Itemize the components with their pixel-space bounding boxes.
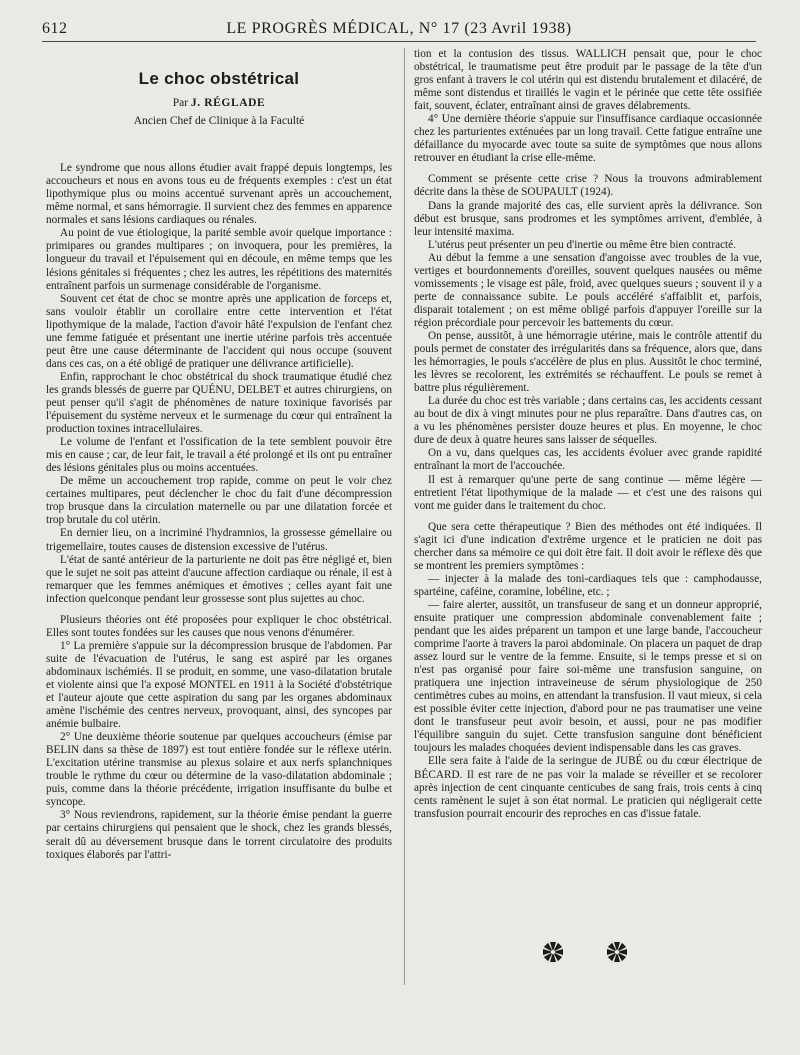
byline bbox=[46, 97, 392, 110]
paragraph-uterus: L'utérus peut présenter un peu d'inertie ou même être bien contracté. bbox=[428, 238, 736, 251]
author-affiliation: Ancien Chef de Clinique à la Faculté bbox=[133, 115, 305, 128]
asterism-right-icon bbox=[607, 942, 627, 962]
paragraph-health-state: L'état de santé antérieur de la parturiente ne doit pas être négligé et, bien que le sujet ne soit pas atteint d'aucune affection cardiaque ou rénale, il est à remarquer que les femmes anémiques et émotives ; celles ayant fait une infection quelconque pendant leur grossesse sont plus sujettes au choc. bbox=[46, 553, 392, 605]
paragraph-therapy: Que sera cette thérapeutique ? Bien des méthodes ont été indiquées. Il s'agit ici d'une indication d'extrême urgence et le praticien ne doit pas chercher dans sa mémoire ce qui doit être fait. Il doit avoir le réflexe dès que se montrent les premiers symptômes : bbox=[414, 520, 762, 572]
paragraph-theory-3-cont: tion et la contusion des tissus. WALLICH pensait que, pour le choc obstétrical, le traumatisme peut être produit par le passage de la tête d'un gros enfant à travers le col utérin qui est distendu brutalement et dilacéré, de même sont distendus et tiraillés le vagin et le périnée que cette tête ossifiée fait, souvent, éclater, entraînant ainsi de graves délabrements. bbox=[414, 48, 762, 113]
paragraph-tonicardiac: — injecter à la malade des toni-cardiaques tels que : camphodausse, spartéine, caféine, coramine, lobéline, etc. ; bbox=[414, 572, 762, 598]
paragraph-shock-comparison: Enfin, rapprochant le choc obstétrical du shock traumatique étudié chez les grands blessés de guerre par QUÉNU, DELBET et autres chirurgiens, on peut penser qu'il s'agit de phénomènes de nature toxinique favorisés par l'épuisement du système nerveux et le surmenage du cœur qui entraînent la production toxines intracellulaires. bbox=[46, 370, 392, 436]
section-gap bbox=[414, 513, 762, 521]
paragraph-syringe: Elle sera faite à l'aide de la seringue de JUBÉ ou du cœur électrique de BÉCARD. Il est rare de ne pas voir la malade se réveiller et se recolorer après injection de cent cinquante centicubes de sang frais, trois cents à cinq cents ramènent le sujet à son état normal. Le praticien qui négligerait cette transfusion pourrait encourir des reproches en cas d'issue fatale. bbox=[414, 755, 762, 820]
section-gap bbox=[46, 606, 392, 614]
left-column bbox=[46, 48, 392, 862]
section-gap bbox=[414, 165, 762, 173]
asterism-left-icon bbox=[543, 942, 563, 962]
paragraph-theories: Plusieurs théories ont été proposées pour expliquer le choc obstétrical. Elles sont toutes fondées sur les causes que nous venons d'énumérer. bbox=[46, 613, 392, 639]
paragraph-transfusion: — faire alerter, aussitôt, un transfuseur de sang et un donneur approprié, ensuite pratiquer une compression abdominale convenablement faite ; pendant que les aides préparent un tampon et une large bande, l'accoucheur comprime l'aorte à travers la paroi abdominale. On placera un paquet de drap assez lourd sur le ventre de la femme. Ensuite, si le temps presse et si on n'est pas organisé pour faire soi-même une transfusion sanguine, on pratiquera une injection intraveineuse de sérum physiologique de 250 centimètres cubes au moins, en attendant la transfusion. Il vaut mieux, si cela est possible éviter cette injection, d'abord pour ne pas traumatiser une veine dont le transfuseur peut avoir besoin, et aussi, pour ne pas modifier l'équilibre sanguin du sujet. Cette transfusion sanguine dont bénéficient toujours les malades choquées devient indispensable dans les cas graves. bbox=[414, 598, 762, 755]
page-number: 612 bbox=[42, 20, 68, 37]
paragraph-hydramnios: En dernier lieu, on a incriminé l'hydramnios, la grossesse gémellaire ou trigemellaire, toutes causes de distension excessive de l'utérus. bbox=[46, 527, 392, 553]
author-name: J. RÉGLADE bbox=[190, 97, 266, 110]
paragraph-intro: Le syndrome que nous allons étudier avait frappé depuis longtemps, les accoucheurs et nous en avons tous eu de fréquents exemples : c'est un état lipothymique plus ou moins accentué survenant après un accouchement, même normal, et sans hémorragie. Il survient chez des femmes en apparence normales et sans lésions cardiaques ou rénales. bbox=[46, 162, 392, 227]
paragraph-symptoms: Au début la femme a une sensation d'angoisse avec troubles de la vue, vertiges et bourdonnements d'oreilles, souvent quelques nausées ou même vomissements ; le visage est pâle, froid, avec quelques sueurs ; souvent il y a perte de connaissance subite. Le pouls accéléré s'affaiblit et, parfois, disparait totalement ; on est même obligé parfois d'appuyer l'oreille sur la région précordiale pour percevoir les battements du cœur. bbox=[414, 251, 762, 329]
column-divider bbox=[404, 48, 405, 985]
paragraph-rapid-delivery: De même un accouchement trop rapide, comme on peut le voir chez certaines multipares, peut déclencher le choc du fait d'une décompression trop brusque dans la circulation maternelle ou par une dilatation forcée et trop brutale du col utérin. bbox=[46, 475, 392, 527]
running-header bbox=[42, 20, 756, 40]
paragraph-fatal: On a vu, dans quelques cas, les accidents évoluer avec grande rapidité entraînant la mort de l'accouchée. bbox=[414, 447, 762, 473]
paragraph-forceps: Souvent cet état de choc se montre après une application de forceps et, sans vouloir établir un corollaire entre cette intervention et l'état lipothymique de la malade, l'action d'avoir hâté l'expulsion de l'enfant chez une femme fatiguée et présentant une inertie utérine parfois très accentuée peut être une cause déterminante de l'accident qui nous occupe (souvent dans ces cas, on a été obligé de pratiquer une délivrance artificielle). bbox=[46, 292, 392, 370]
paragraph-diagnosis: On pense, aussitôt, à une hémorragie utérine, mais le contrôle attentif du pouls permet de constater des irrégularités dans sa fréquence, alors que, dans les hémorragies, le pouls s'accélère de plus en plus. Aussitôt le choc terminé, les lèvres se recolorent, les extrémités se réchauffent. Le pouls se remet à battre plus régulièrement. bbox=[414, 329, 762, 395]
paragraph-onset: Dans la grande majorité des cas, elle survient après la délivrance. Son début est brusque, sans prodromes et les symptômes arrivent, d'emblée, à leur intensité maxima. bbox=[414, 199, 762, 238]
journal-title: LE PROGRÈS MÉDICAL, N° 17 (23 Avril 1938) bbox=[226, 20, 572, 37]
paragraph-child-volume: Le volume de l'enfant et l'ossification de la tete semblent pouvoir être mis en cause ; car, de leur fait, le travail a été prolongé et ils ont pu entraîner des lésions génitales plus ou moins accentuées. bbox=[46, 436, 392, 475]
paragraph-theory-3: 3° Nous reviendrons, rapidement, sur la théorie émise pendant la guerre par certains chirurgiens qui pensaient que le shock, chez les grands blessés, serait dû au déversement brusque dans le torrent circulatoire des produits toxiques élaborés par l'attri- bbox=[46, 809, 392, 861]
paragraph-theory-1: 1° La première s'appuie sur la décompression brusque de l'abdomen. Par suite de l'évacuation de l'utérus, le sang est aspiré par les organes abdominaux ischémiés. Il se produit, en somme, une vaso-dilatation brutale et violente ainsi que l'a exposé MONTEL en 1911 à la Société d'obstétrique et l'auteur ajoute que cette aspiration du sang par les organes abdominaux amène l'ischémie des centres nerveux, provoquant, ainsi, des syncopes par anémie bulbaire. bbox=[46, 639, 392, 731]
article-title: Le choc obstétrical bbox=[138, 69, 300, 88]
paragraph-theory-2: 2° Une deuxième théorie soutenue par quelques accoucheurs (émise par BELIN dans sa thèse de 1897) est tout entière fondée sur le réflexe utérin. L'excitation utérine transmise au plexus solaire et aux nerfs splanchniques trouble le rythme du cœur ou détermine de la vaso-dilatation abdominale ; puis, comme dans la théorie précédente, irrigation insuffisante du bulbe et syncope. bbox=[46, 731, 392, 809]
paragraph-duration: La durée du choc est très variable ; dans certains cas, les accidents cessant au bout de dix à vingt minutes pour ne plus reparaître. Dans d'autres cas, on a vu les phénomènes persister douze heures et plus. En moyenne, le choc dure de deux à quatre heures sans laisser de séquelles. bbox=[414, 395, 762, 447]
end-ornament bbox=[535, 940, 635, 964]
paragraph-crisis: Comment se présente cette crise ? Nous la trouvons admirablement décrite dans la thèse de SOUPAULT (1924). bbox=[414, 173, 762, 199]
paragraph-theory-4: 4° Une dernière théorie s'appuie sur l'insuffisance cardiaque occasionnée chez les parturientes exténuées par un long travail. Cette fatigue entraîne une défaillance du myocarde avec toute sa suite de symptômes que nous allons retrouver en étudiant la crise elle-même. bbox=[414, 113, 762, 165]
byline-prefix: Par bbox=[172, 97, 189, 110]
header-rule bbox=[42, 41, 756, 42]
paragraph-blood-loss: Il est à remarquer qu'une perte de sang continue — même légère — entretient l'état lipothymique de la malade — et c'est une des raisons qui vont me guider dans le traitement du choc. bbox=[414, 473, 762, 512]
right-column bbox=[414, 48, 762, 821]
paragraph-etiology: Au point de vue étiologique, la parité semble avoir quelque importance : primipares ou grandes multipares ; on invoquera, pour les premières, la longueur du travail et l'épuisement qui en découle, en même temps que les lésions génitales si fréquentes ; chez les autres, les répétitions des maternités entraînent parfois un surmenage considérable de l'organisme. bbox=[46, 227, 392, 292]
